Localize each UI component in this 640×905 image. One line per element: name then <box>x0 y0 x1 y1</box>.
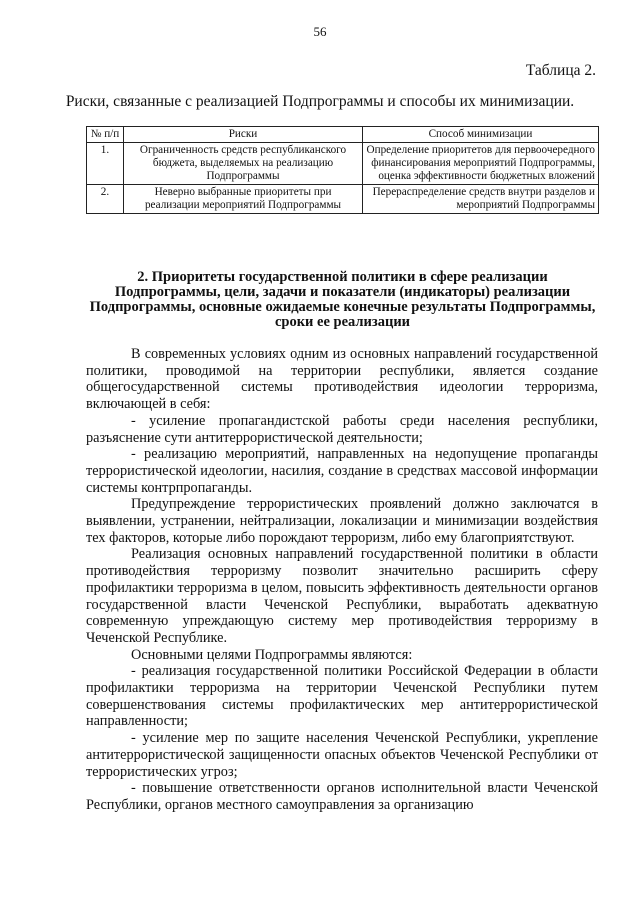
table-header-row <box>87 127 599 143</box>
section-heading: 2. Приоритеты государственной политики в сфере реализации Подпрограммы, цели, задачи и показатели (индикаторы) реализации Подпрограммы, основные ожидаемые конечные результаты Подпрограммы, сроки ее реализации <box>89 269 596 330</box>
mitigation-cell: Перераспределение средств внутри разделов и мероприятий Подпрограммы <box>363 185 599 214</box>
body-text <box>86 346 598 814</box>
table-caption: Риски, связанные с реализацией Подпрограммы и способы их минимизации. <box>65 93 575 110</box>
paragraph: - реализация государственной политики Российской Федерации в области профилактики терроризма на территории Чеченской Республики путем совершенствования системы профилактических мер антитеррористической направленности; <box>86 663 598 730</box>
header-number: № п/п <box>87 127 124 143</box>
mitigation-cell: Определение приоритетов для первоочередного финансирования мероприятий Подпрограммы, оценка эффективности бюджетных вложений <box>363 143 599 185</box>
header-risks: Риски <box>124 127 363 143</box>
paragraph: В современных условиях одним из основных направлений государственной политики, проводимой на территории республики, является создание общегосударственной системы противодействия идеологии терроризма, включающей в себя: <box>86 346 598 413</box>
paragraph: Основными целями Подпрограммы являются: <box>131 646 413 663</box>
paragraph: - усиление пропагандистской работы среди населения республики, разъяснение сути антитеррористической деятельности; <box>86 412 598 446</box>
paragraph: - усиление мер по защите населения Чеченской Республики, укрепление антитеррористической защищенности опасных объектов Чеченской Республики от террористических угроз; <box>86 730 598 780</box>
table-row <box>87 143 599 185</box>
page-number: 56 <box>313 24 327 39</box>
risk-cell: Ограниченность средств республиканского бюджета, выделяемых на реализацию Подпрограммы <box>124 143 363 185</box>
paragraph: Предупреждение террористических проявлений должно заключатся в выявлении, устранении, нейтрализации, локализации и минимизации воздействия тех факторов, которые либо порождают терроризм, либо ему благоприятствуют. <box>86 496 598 546</box>
paragraph: Реализация основных направлений государственной политики в области противодействия терроризму позволит значительно расширить сферу профилактики терроризма в целом, повысить эффективность деятельности органов государственной власти Чеченской Республики, выработать адекватную современную упреждающую систему мер противодействия терроризму в Чеченской Республике. <box>86 546 598 646</box>
risk-table <box>86 126 599 214</box>
header-mitigation: Способ минимизации <box>363 127 599 143</box>
row-number: 2. <box>87 185 124 214</box>
row-number: 1. <box>87 143 124 185</box>
paragraph: - реализацию мероприятий, направленных на недопущение пропаганды террористической идеологии, насилия, создание в средствах массовой информации системы контрпропаганды. <box>86 446 598 496</box>
paragraph: - повышение ответственности органов исполнительной власти Чеченской Республики, органов местного самоуправления за организацию <box>86 780 598 813</box>
table-row <box>87 185 599 214</box>
table-label: Таблица 2. <box>525 62 596 79</box>
risk-cell: Неверно выбранные приоритеты при реализации мероприятий Подпрограммы <box>124 185 363 214</box>
